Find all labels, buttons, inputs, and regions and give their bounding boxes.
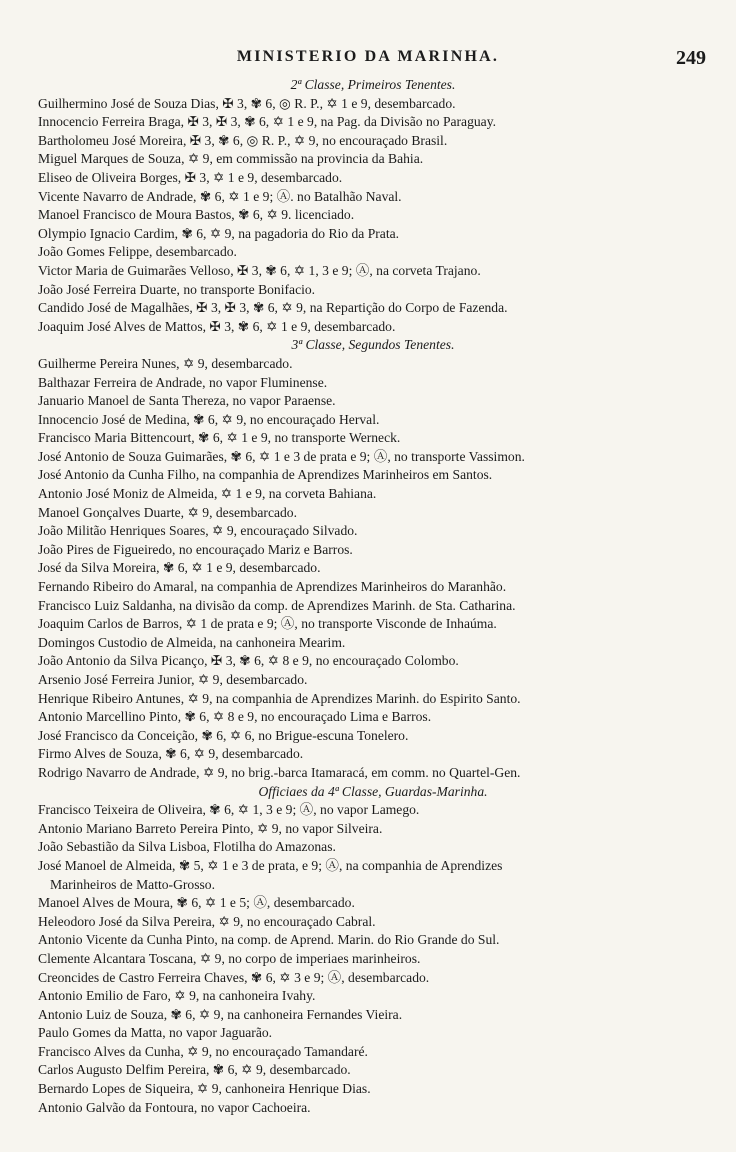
section-heading: 2ª Classe, Primeiros Tenentes. bbox=[290, 77, 456, 92]
list-item: Antonio Luiz de Souza, ✾ 6, ✡ 9, na canhoneira Fernandes Vieira. bbox=[38, 1006, 403, 1022]
list-item: José Francisco da Conceição, ✾ 6, ✡ 6, no Brigue-escuna Tonelero. bbox=[38, 727, 409, 743]
list-item: José Antonio de Souza Guimarães, ✾ 6, ✡ 1 e 3 de prata e 9; Ⓐ, no transporte Vassimon. bbox=[38, 448, 525, 464]
list-item-continuation: Marinheiros de Matto-Grosso. bbox=[50, 876, 215, 892]
section-heading: Officiaes da 4ª Classe, Guardas-Marinha. bbox=[258, 783, 488, 799]
list-item: Francisco Maria Bittencourt, ✾ 6, ✡ 1 e 9, no transporte Werneck. bbox=[38, 430, 401, 446]
list-item: Antonio Galvão da Fontoura, no vapor Cachoeira. bbox=[38, 1099, 311, 1115]
list-item: Antonio Marcellino Pinto, ✾ 6, ✡ 8 e 9, no encouraçado Lima e Barros. bbox=[38, 709, 432, 725]
list-item: José Antonio da Cunha Filho, na companhia de Aprendizes Marinheiros em Santos. bbox=[38, 467, 493, 483]
list-item: Balthazar Ferreira de Andrade, no vapor Fluminense. bbox=[38, 374, 328, 390]
list-item: João Pires de Figueiredo, no encouraçado Mariz e Barros. bbox=[38, 541, 353, 557]
list-item: Bartholomeu José Moreira, ✠ 3, ✾ 6, ◎ R. P., ✡ 9, no encouraçado Brasil. bbox=[38, 132, 448, 148]
list-item: Guilherme Pereira Nunes, ✡ 9, desembarcado. bbox=[38, 355, 293, 371]
list-item: Clemente Alcantara Toscana, ✡ 9, no corpo de imperiaes marinheiros. bbox=[38, 950, 421, 966]
running-title: MINISTERIO DA MARINHA. bbox=[236, 48, 500, 65]
list-item: Manoel Alves de Moura, ✾ 6, ✡ 1 e 5; Ⓐ, desembarcado. bbox=[38, 895, 355, 911]
list-item: Francisco Alves da Cunha, ✡ 9, no encouraçado Tamandaré. bbox=[38, 1043, 368, 1059]
list-item: Rodrigo Navarro de Andrade, ✡ 9, no brig.-barca Itamaracá, em comm. no Quartel-Gen. bbox=[38, 764, 521, 780]
list-item: Francisco Teixeira de Oliveira, ✾ 6, ✡ 1, 3 e 9; Ⓐ, no vapor Lamego. bbox=[38, 802, 420, 818]
list-item: Vicente Navarro de Andrade, ✾ 6, ✡ 1 e 9; Ⓐ. no Batalhão Naval. bbox=[38, 188, 402, 204]
list-item: José da Silva Moreira, ✾ 6, ✡ 1 e 9, desembarcado. bbox=[38, 560, 321, 576]
list-item: Domingos Custodio de Almeida, na canhoneira Mearim. bbox=[38, 634, 346, 650]
list-item: Antonio Mariano Barreto Pereira Pinto, ✡ 9, no vapor Silveira. bbox=[38, 820, 383, 836]
list-item: Joaquim José Alves de Mattos, ✠ 3, ✾ 6, ✡ 1 e 9, desembarcado. bbox=[38, 318, 396, 334]
list-item: Victor Maria de Guimarães Velloso, ✠ 3, ✾ 6, ✡ 1, 3 e 9; Ⓐ, na corveta Trajano. bbox=[38, 262, 481, 278]
list-item: Francisco Luiz Saldanha, na divisão da comp. de Aprendizes Marinh. de Sta. Catharina. bbox=[38, 597, 516, 613]
list-item: Miguel Marques de Souza, ✡ 9, em commissão na provincia da Bahia. bbox=[38, 151, 424, 167]
list-item: João Gomes Felippe, desembarcado. bbox=[38, 244, 237, 260]
list-item: Henrique Ribeiro Antunes, ✡ 9, na companhia de Aprendizes Marinh. do Espirito Santo. bbox=[38, 690, 521, 706]
list-item: Paulo Gomes da Matta, no vapor Jaguarão. bbox=[38, 1025, 273, 1041]
list-item: Carlos Augusto Delfim Pereira, ✾ 6, ✡ 9, desembarcado. bbox=[38, 1062, 351, 1078]
list-item: Bernardo Lopes de Siqueira, ✡ 9, canhoneira Henrique Dias. bbox=[38, 1081, 371, 1097]
list-item: Arsenio José Ferreira Junior, ✡ 9, desembarcado. bbox=[38, 672, 308, 687]
list-item: Joaquim Carlos de Barros, ✡ 1 de prata e 9; Ⓐ, no transporte Visconde de Inhaúma. bbox=[38, 616, 497, 632]
list-item: Januario Manoel de Santa Thereza, no vapor Paraense. bbox=[38, 393, 336, 409]
list-item: Olympio Ignacio Cardim, ✾ 6, ✡ 9, na pagadoria do Rio da Prata. bbox=[38, 225, 400, 241]
list-item: Innocencio Ferreira Braga, ✠ 3, ✠ 3, ✾ 6, ✡ 1 e 9, na Pag. da Divisão no Paraguay. bbox=[38, 114, 497, 130]
list-item: Creoncides de Castro Ferreira Chaves, ✾ 6, ✡ 3 e 9; Ⓐ, desembarcado. bbox=[38, 969, 430, 985]
list-item: José Manoel de Almeida, ✾ 5, ✡ 1 e 3 de prata, e 9; Ⓐ, na companhia de Aprendizes bbox=[38, 857, 503, 873]
list-item: Antonio Emilio de Faro, ✡ 9, na canhoneira Ivahy. bbox=[38, 988, 316, 1004]
list-item: João José Ferreira Duarte, no transporte Bonifacio. bbox=[38, 281, 316, 297]
list-item: Manoel Gonçalves Duarte, ✡ 9, desembarcado. bbox=[38, 504, 298, 520]
list-item: Innocencio José de Medina, ✾ 6, ✡ 9, no encouraçado Herval. bbox=[38, 411, 380, 427]
list-item: João Sebastião da Silva Lisboa, Flotilha do Amazonas. bbox=[38, 839, 336, 855]
list-item: João Militão Henriques Soares, ✡ 9, encouraçado Silvado. bbox=[38, 523, 358, 539]
page-body bbox=[38, 76, 708, 1117]
list-item: Eliseo de Oliveira Borges, ✠ 3, ✡ 1 e 9, desembarcado. bbox=[38, 169, 343, 185]
page-header bbox=[0, 42, 736, 72]
section-heading: 3ª Classe, Segundos Tenentes. bbox=[291, 337, 455, 353]
list-item: Antonio José Moniz de Almeida, ✡ 1 e 9, na corveta Bahiana. bbox=[38, 486, 377, 502]
list-item: Firmo Alves de Souza, ✾ 6, ✡ 9, desembarcado. bbox=[38, 746, 304, 762]
page-number: 249 bbox=[676, 47, 706, 69]
list-item: Candido José de Magalhães, ✠ 3, ✠ 3, ✾ 6, ✡ 9, na Repartição do Corpo de Fazenda. bbox=[38, 300, 508, 316]
list-item: Manoel Francisco de Moura Bastos, ✾ 6, ✡ 9. licenciado. bbox=[38, 207, 355, 223]
list-item: Antonio Vicente da Cunha Pinto, na comp. de Aprend. Marin. do Rio Grande do Sul. bbox=[38, 932, 500, 948]
list-item: Fernando Ribeiro do Amaral, na companhia de Aprendizes Marinheiros do Maranhão. bbox=[38, 579, 507, 595]
list-item: Heleodoro José da Silva Pereira, ✡ 9, no encouraçado Cabral. bbox=[38, 913, 376, 929]
list-item: Guilhermino José de Souza Dias, ✠ 3, ✾ 6, ◎ R. P., ✡ 1 e 9, desembarcado. bbox=[38, 95, 456, 111]
list-item: João Antonio da Silva Picanço, ✠ 3, ✾ 6, ✡ 8 e 9, no encouraçado Colombo. bbox=[38, 653, 459, 669]
